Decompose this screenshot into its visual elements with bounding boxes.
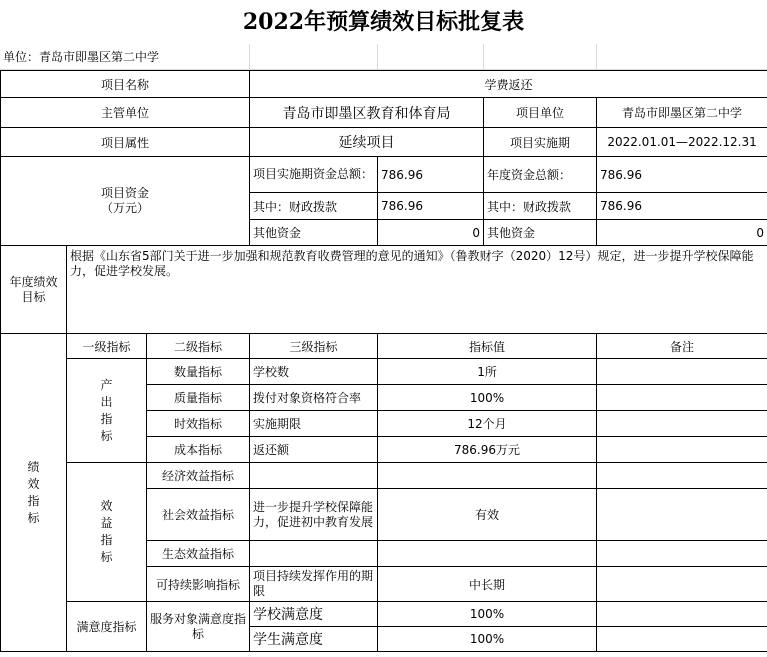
label-annual-total: 年度资金总额： (484, 157, 597, 193)
value-period: 2022.01.01—2022.12.31 (597, 128, 767, 157)
label-satisfaction-index: 满意度指标 (67, 602, 147, 652)
label-fiscal-annual: 其中：财政拨款 (484, 193, 597, 220)
header-value: 指标值 (378, 334, 597, 359)
output-value: 1所 (378, 359, 597, 385)
output-level2: 时效指标 (147, 411, 250, 437)
benefit-note (597, 489, 767, 541)
value-attribute: 延续项目 (250, 128, 484, 157)
output-note (597, 437, 767, 463)
label-project-name: 项目名称 (1, 71, 250, 98)
header-level3: 三级指标 (250, 334, 378, 359)
label-output-index: 产 出 指 标 (67, 359, 147, 463)
label-annual-goal: 年度绩效 目标 (1, 246, 67, 334)
header-level1: 一级指标 (67, 334, 147, 359)
header-note: 备注 (597, 334, 767, 359)
output-note (597, 385, 767, 411)
value-fiscal-annual: 786.96 (597, 193, 767, 220)
benefit-level2: 社会效益指标 (147, 489, 250, 541)
satisfaction-level3: 学校满意度 (250, 602, 378, 627)
benefit-level2: 经济效益指标 (147, 463, 250, 489)
label-period: 项目实施期 (484, 128, 597, 157)
output-level2: 成本指标 (147, 437, 250, 463)
label-benefit-index: 效 益 指 标 (67, 463, 147, 602)
benefit-note (597, 463, 767, 489)
output-level3: 返还额 (250, 437, 378, 463)
label-supervisor: 主管单位 (1, 98, 250, 128)
satisfaction-level2: 服务对象满意度指标 (147, 602, 250, 652)
value-other-total: 0 (378, 220, 484, 246)
label-fiscal-total: 其中：财政拨款 (250, 193, 378, 220)
output-value: 786.96万元 (378, 437, 597, 463)
label-other-total: 其他资金 (250, 220, 378, 246)
satisfaction-note (597, 627, 767, 652)
benefit-value: 有效 (378, 489, 597, 541)
benefit-value (378, 463, 597, 489)
satisfaction-value: 100% (378, 627, 597, 652)
value-fiscal-total: 786.96 (378, 193, 484, 220)
output-note (597, 411, 767, 437)
output-note (597, 359, 767, 385)
benefit-level3 (250, 541, 378, 567)
value-annual-total: 786.96 (597, 157, 767, 193)
label-total-funds: 项目实施期资金总额： (250, 157, 378, 193)
output-level3: 拨付对象资格符合率 (250, 385, 378, 411)
page-title: 2022年预算绩效目标批复表 (242, 9, 525, 35)
output-value: 12个月 (378, 411, 597, 437)
output-level2: 数量指标 (147, 359, 250, 385)
benefit-value (378, 541, 597, 567)
output-value: 100% (378, 385, 597, 411)
output-level3: 实施期限 (250, 411, 378, 437)
benefit-value: 中长期 (378, 567, 597, 602)
satisfaction-level3: 学生满意度 (250, 627, 378, 652)
benefit-level2: 生态效益指标 (147, 541, 250, 567)
benefit-level3: 进一步提升学校保障能力，促进初中教育发展 (250, 489, 378, 541)
output-level3: 学校数 (250, 359, 378, 385)
value-other-annual: 0 (597, 220, 767, 246)
benefit-note (597, 541, 767, 567)
value-annual-goal: 根据《山东省5部门关于进一步加强和规范教育收费管理的意见的通知》（鲁教财字（2020）12号）规定，进一步提升学校保障能力，促进学校发展。 (67, 246, 767, 334)
value-project-name: 学费返还 (250, 71, 767, 98)
budget-table (0, 70, 767, 652)
unit-line: 单位：青岛市即墨区第二中学 (0, 44, 249, 70)
satisfaction-value: 100% (378, 602, 597, 627)
benefit-level3 (250, 463, 378, 489)
value-supervisor: 青岛市即墨区教育和体育局 (250, 98, 484, 128)
header-level2: 二级指标 (147, 334, 250, 359)
value-total-funds: 786.96 (378, 157, 484, 193)
satisfaction-note (597, 602, 767, 627)
benefit-note (597, 567, 767, 602)
unit-row (0, 44, 767, 70)
label-project-unit: 项目单位 (484, 98, 597, 128)
benefit-level2: 可持续影响指标 (147, 567, 250, 602)
label-other-annual: 其他资金 (484, 220, 597, 246)
output-level2: 质量指标 (147, 385, 250, 411)
label-funds: 项目资金 （万元） (1, 157, 250, 246)
benefit-level3: 项目持续发挥作用的期限 (250, 567, 378, 602)
value-project-unit: 青岛市即墨区第二中学 (597, 98, 767, 128)
label-performance-index: 绩 效 指 标 (1, 334, 67, 652)
label-attribute: 项目属性 (1, 128, 250, 157)
